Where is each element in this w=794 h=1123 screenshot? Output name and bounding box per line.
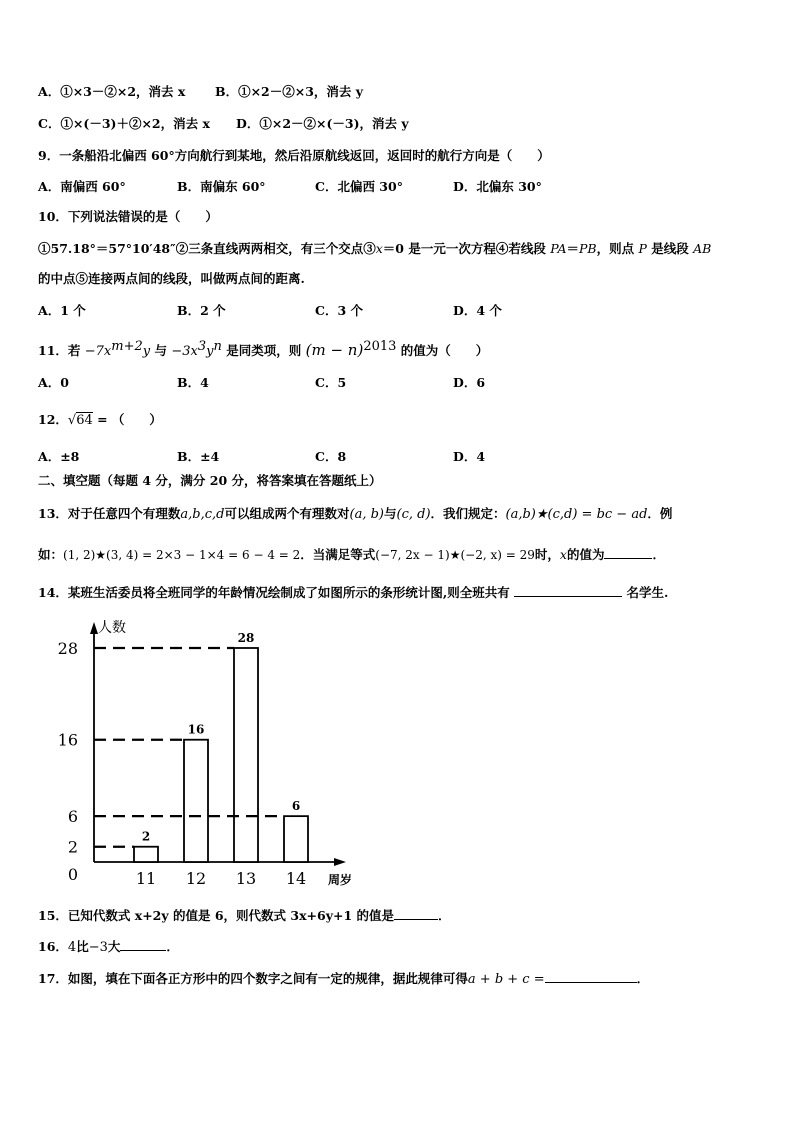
bar-data-label: 2 (141, 829, 151, 844)
q13-text: ．我们规定： (430, 506, 506, 521)
q11-option-a: A．0 (38, 375, 69, 390)
q13-line2 (38, 546, 665, 563)
q10-text: ，则点 (596, 241, 639, 256)
q10-var-p: P (638, 241, 647, 256)
q16-number2: −3 (88, 940, 108, 955)
q13-text: ．例 (647, 506, 673, 521)
bar (284, 816, 308, 862)
bar-data-label: 16 (187, 722, 205, 737)
chart-layer (58, 619, 352, 888)
q13-pair1: (a, b) (349, 507, 384, 522)
q13-var-x: x (559, 547, 567, 562)
q10-option-d: D．4 个 (453, 303, 502, 318)
q11-and: 与 (154, 343, 167, 359)
q13-example: (1, 2)★(3, 4) = 2×3 − 1×4 = 6 − 4 = 2 (63, 548, 301, 562)
q10-text: ＝0 是一元一次方程④若线段 (382, 241, 551, 256)
q10-stem: 10．下列说法错误的是（ ） (38, 209, 218, 224)
q16-text: 大 (107, 939, 121, 954)
q14-text: 名学生. (626, 585, 669, 600)
q17-text: ． (636, 971, 650, 986)
q17-answer-blank[interactable] (545, 970, 637, 983)
bar-data-label: 6 (291, 799, 301, 814)
q15-text: ． (438, 908, 451, 923)
q13-text: 可以组成两个有理数对 (224, 506, 350, 521)
q17-stem (38, 970, 649, 988)
bar-data-label: 28 (237, 631, 255, 645)
q16-stem (38, 938, 179, 956)
q16-answer-blank[interactable] (120, 938, 166, 951)
q10-option-a: A．1 个 (38, 303, 86, 318)
q12-radicand: 64 (76, 413, 93, 428)
y-tick-label: 28 (57, 639, 78, 658)
q17-text: 17．如图，填在下面各正方形中的四个数字之间有一定的规律，据此规律可得 (38, 971, 468, 986)
x-tick-label: 14 (285, 869, 307, 888)
q13-line1 (38, 506, 672, 523)
age-bar-chart (38, 612, 378, 892)
q10-var-pb: PB (579, 241, 597, 256)
y-axis-label: 人数 (98, 620, 126, 636)
q10-var-pa: PA (550, 241, 567, 256)
q15-stem (38, 907, 451, 924)
q16-text: 比 (76, 939, 89, 954)
q13-text: 的值为 (566, 547, 605, 562)
q12-tail: = （ ） (92, 412, 162, 427)
q13-pair2: (c, d) (396, 507, 431, 522)
q11-option-d: D．6 (453, 375, 486, 390)
q12-stem (38, 412, 162, 429)
q14-answer-blank[interactable] (514, 584, 622, 597)
q11-term1-y: y (142, 344, 151, 360)
q9-option-b: B．南偏东 60° (177, 179, 266, 194)
q10-var-ab: AB (693, 241, 712, 256)
bar (234, 648, 258, 862)
sqrt-icon: √ (67, 413, 77, 428)
q10-var-x: x (375, 241, 383, 256)
q17-expression: a + b + c = (467, 972, 545, 987)
y-tick-label: 16 (57, 730, 78, 750)
q13-answer-blank[interactable] (604, 546, 652, 559)
q10-text: ①57.18°＝57°10′48″②三条直线两两相交，有三个交点③ (38, 241, 376, 256)
q14-stem (38, 584, 668, 601)
q11-term2: −3x (171, 344, 198, 360)
q9-option-a: A．南偏西 60° (38, 179, 126, 194)
q10-option-c: C．3 个 (315, 303, 363, 318)
q13-text: 如： (38, 547, 64, 562)
q9-option-d: D．北偏东 30° (453, 179, 542, 194)
q12-option-d: D．4 (453, 449, 486, 464)
q13-text: 与 (383, 506, 397, 521)
bar (134, 847, 158, 862)
bar (184, 740, 208, 862)
q13-text: ．当满足等式 (300, 547, 376, 562)
q11-term2-exponent: 3 (197, 339, 207, 354)
q12-option-c: C．8 (315, 449, 347, 464)
y-axis-arrow-icon (90, 622, 98, 634)
q16-number1: 4 (67, 940, 77, 955)
q16-text: ． (166, 939, 179, 954)
x-axis-label: 周岁 (328, 873, 353, 887)
y-tick-label: 2 (67, 837, 78, 857)
q13-rule: (a,b)★(c,d) = bc − ad (505, 507, 648, 522)
q15-answer-blank[interactable] (394, 907, 438, 920)
q11-term2-y: y (206, 344, 214, 360)
q11-term2-y-exponent: n (213, 339, 222, 354)
q11-expression: (m − n) (305, 341, 364, 360)
y-tick-label: 6 (67, 807, 78, 827)
q10-statements-line2: 的中点⑤连接两点间的线段，叫做两点间的距离. (38, 271, 305, 286)
q8-option-d: D．①×2－②×(－3)，消去 y (236, 116, 409, 131)
q11-number: 11．若 (38, 343, 81, 359)
q13-vars: a,b,c,d (180, 507, 225, 522)
q9-option-c: C．北偏西 30° (315, 179, 403, 194)
q12-option-a: A．±8 (38, 449, 80, 464)
q10-option-b: B．2 个 (177, 303, 226, 318)
q12-number: 12． (38, 412, 68, 427)
q10-text: ＝ (566, 241, 579, 256)
q11-mid-text: 是同类项，则 (226, 343, 302, 359)
q13-condition: (−7, 2x − 1)★(−2, x) = 29 (375, 548, 535, 562)
x-axis-arrow-icon (334, 858, 346, 866)
q12-option-b: B．±4 (177, 449, 220, 464)
x-tick-label: 11 (135, 869, 157, 888)
q10-text: 是线段 (646, 241, 694, 256)
q11-term1: −7x (84, 344, 112, 360)
q13-text: ． (652, 547, 665, 562)
q9-stem: 9．一条船沿北偏西 60°方向航行到某地，然后沿原航线返回，返回时的航行方向是（ ） (38, 148, 550, 163)
section-title-fill-in: 二、填空题（每题 4 分，满分 20 分，将答案填在答题纸上） (38, 473, 382, 488)
q11-tail: 的值为（ ） (400, 343, 489, 359)
q8-option-c: C．①×(－3)＋②×2，消去 x (38, 116, 210, 131)
x-tick-label: 13 (235, 869, 257, 888)
q13-text: 13．对于任意四个有理数 (38, 506, 181, 521)
q11-expression-exponent: 2013 (363, 339, 397, 354)
q11-option-b: B．4 (177, 375, 209, 390)
q13-text: 时， (534, 547, 560, 562)
q11-option-c: C．5 (315, 375, 347, 390)
q10-statements-line1 (38, 241, 711, 257)
q11-stem (38, 339, 488, 360)
q8-option-b: B．①×2－②×3，消去 y (215, 84, 364, 99)
q14-text: 14．某班生活委员将全班同学的年龄情况绘制成了如图所示的条形统计图,则全班共有 (38, 585, 510, 600)
y-tick-label: 0 (67, 865, 78, 884)
q11-term1-exponent: m+2 (111, 339, 143, 354)
q8-option-a: A．①×3－②×2，消去 x (38, 84, 186, 99)
x-tick-label: 12 (185, 869, 207, 888)
q15-text: 15．已知代数式 x+2y 的值是 6，则代数式 3x+6y+1 的值是 (38, 908, 394, 923)
q16-text: 16． (38, 939, 68, 954)
